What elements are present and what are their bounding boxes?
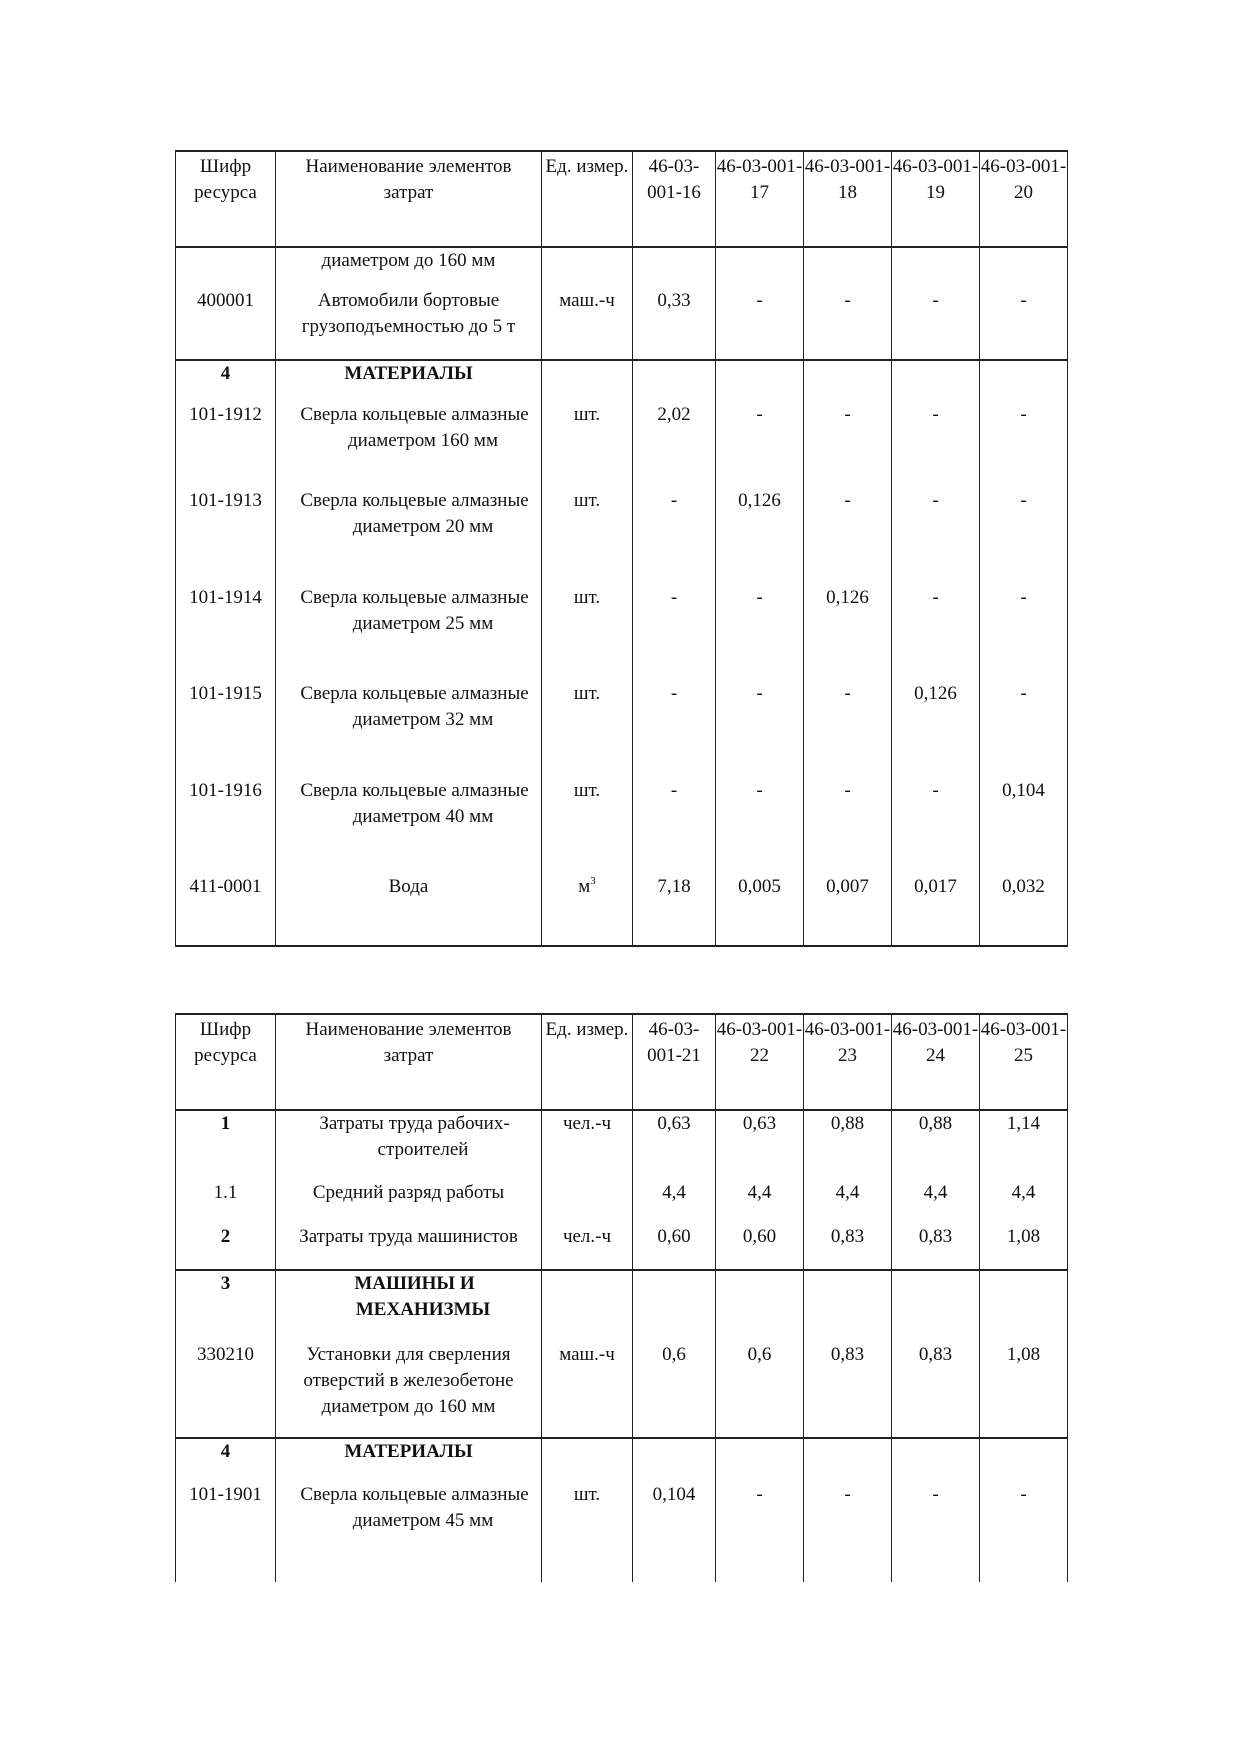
row-name: Вода: [276, 874, 542, 946]
row-code: 400001: [176, 288, 276, 360]
row-code: 101-1901: [176, 1482, 276, 1582]
table-row-continued: [176, 247, 1068, 288]
row-name: Сверла кольцевые алмазные диаметром 45 мм: [276, 1482, 542, 1582]
row-value: -: [716, 681, 804, 778]
row-value: 0,88: [804, 1110, 892, 1180]
row-value: -: [980, 402, 1068, 488]
section-code: 3: [176, 1270, 276, 1342]
row-value: 4,4: [716, 1180, 804, 1224]
header-col-3: 46-03-001-18: [804, 151, 892, 247]
row-value: 0,104: [633, 1482, 716, 1582]
section-title: МАШИНЫ И МЕХАНИЗМЫ: [276, 1270, 542, 1342]
row-name: Установки для сверления отверстий в железобетоне диаметром до 160 мм: [276, 1342, 542, 1438]
row-value: -: [633, 585, 716, 681]
row-value: 0,126: [892, 681, 980, 778]
row-name: Сверла кольцевые алмазные диаметром 25 мм: [276, 585, 542, 681]
row-value: 0,83: [804, 1342, 892, 1438]
header-col-1: 46-03-001-21: [633, 1014, 716, 1110]
table-row: [176, 1110, 1068, 1180]
row-name: Сверла кольцевые алмазные диаметром 20 мм: [276, 488, 542, 585]
row-value: -: [892, 778, 980, 874]
header-col-4: 46-03-001-19: [892, 151, 980, 247]
row-value: 0,60: [633, 1224, 716, 1270]
header-code: Шифр ресурса: [176, 1014, 276, 1110]
row-value: 0,6: [716, 1342, 804, 1438]
row-unit: маш.-ч: [542, 1342, 633, 1438]
row-value: -: [980, 288, 1068, 360]
row-value: 0,126: [716, 488, 804, 585]
header-name: Наименование элементов затрат: [276, 151, 542, 247]
row-name: Автомобили бортовые грузоподъемностью до 5 т: [276, 288, 542, 360]
row-code: 101-1914: [176, 585, 276, 681]
row-value: -: [716, 288, 804, 360]
row-name: Сверла кольцевые алмазные диаметром 40 мм: [276, 778, 542, 874]
unit-text: м: [578, 876, 591, 897]
row-value: 0,83: [892, 1342, 980, 1438]
row-value: 0,88: [892, 1110, 980, 1180]
row-value: 0,63: [633, 1110, 716, 1180]
row-unit: чел.-ч: [542, 1110, 633, 1180]
row-value: 4,4: [804, 1180, 892, 1224]
row-code: 411-0001: [176, 874, 276, 946]
row-value: 0,032: [980, 874, 1068, 946]
header-col-3: 46-03-001-23: [804, 1014, 892, 1110]
row-code: 101-1912: [176, 402, 276, 488]
row-unit: шт.: [542, 1482, 633, 1582]
row-value: 1,08: [980, 1342, 1068, 1438]
row-unit: чел.-ч: [542, 1224, 633, 1270]
row-value: -: [892, 488, 980, 585]
row-value: -: [892, 288, 980, 360]
row-value: -: [804, 1482, 892, 1582]
norms-table-1: [175, 150, 1068, 947]
section-row-materials: [176, 360, 1068, 402]
row-value: 0,007: [804, 874, 892, 946]
row-name: Затраты труда машинистов: [276, 1224, 542, 1270]
row-code: 2: [176, 1224, 276, 1270]
header-unit: Ед. измер.: [542, 1014, 633, 1110]
section-row-materials: [176, 1438, 1068, 1482]
row-value: 0,83: [804, 1224, 892, 1270]
header-col-2: 46-03-001-22: [716, 1014, 804, 1110]
row-value: -: [633, 488, 716, 585]
table-header-row: [176, 1014, 1068, 1110]
row-value: -: [804, 288, 892, 360]
row-code: 101-1913: [176, 488, 276, 585]
row-code: 1.1: [176, 1180, 276, 1224]
table-row: [176, 874, 1068, 946]
section-code: 4: [176, 360, 276, 402]
norms-table-2: [175, 1013, 1068, 1582]
row-unit: [542, 874, 633, 946]
row-value: -: [716, 1482, 804, 1582]
row-value: 0,6: [633, 1342, 716, 1438]
row-value: 0,63: [716, 1110, 804, 1180]
row-value: 0,104: [980, 778, 1068, 874]
row-value: 2,02: [633, 402, 716, 488]
row-value: 0,60: [716, 1224, 804, 1270]
row-value: -: [716, 402, 804, 488]
row-code: 330210: [176, 1342, 276, 1438]
row-value: -: [804, 778, 892, 874]
row-name: Сверла кольцевые алмазные диаметром 160 мм: [276, 402, 542, 488]
table-row: [176, 1342, 1068, 1438]
row-value: -: [980, 681, 1068, 778]
row-value: 1,08: [980, 1224, 1068, 1270]
row-value: -: [980, 488, 1068, 585]
row-value: -: [980, 1482, 1068, 1582]
row-value: -: [892, 402, 980, 488]
header-col-5: 46-03-001-20: [980, 151, 1068, 247]
row-value: -: [980, 585, 1068, 681]
table-header-row: [176, 151, 1068, 247]
row-value: -: [892, 1482, 980, 1582]
table-row: [176, 1224, 1068, 1270]
row-name: Затраты труда рабочих-строителей: [276, 1110, 542, 1180]
section-code: 4: [176, 1438, 276, 1482]
row-value: 0,126: [804, 585, 892, 681]
row-value: -: [892, 585, 980, 681]
row-code: 1: [176, 1110, 276, 1180]
row-unit: шт.: [542, 585, 633, 681]
continued-text: диаметром до 160 мм: [276, 247, 542, 288]
row-value: 7,18: [633, 874, 716, 946]
row-value: 4,4: [980, 1180, 1068, 1224]
table-row: [176, 488, 1068, 585]
row-value: 0,005: [716, 874, 804, 946]
row-value: 0,83: [892, 1224, 980, 1270]
row-value: 0,017: [892, 874, 980, 946]
header-col-2: 46-03-001-17: [716, 151, 804, 247]
row-name: Сверла кольцевые алмазные диаметром 32 мм: [276, 681, 542, 778]
table-row: [176, 1180, 1068, 1224]
row-value: 4,4: [633, 1180, 716, 1224]
table-row: [176, 778, 1068, 874]
unit-superscript: 3: [590, 875, 596, 887]
table-row: [176, 681, 1068, 778]
row-value: -: [633, 778, 716, 874]
section-row-machines: [176, 1270, 1068, 1342]
header-col-5: 46-03-001-25: [980, 1014, 1068, 1110]
header-code: Шифр ресурса: [176, 151, 276, 247]
row-value: 0,33: [633, 288, 716, 360]
row-value: -: [804, 681, 892, 778]
header-col-4: 46-03-001-24: [892, 1014, 980, 1110]
header-unit: Ед. измер.: [542, 151, 633, 247]
row-name: Средний разряд работы: [276, 1180, 542, 1224]
table-row: [176, 402, 1068, 488]
row-unit: [542, 1180, 633, 1224]
table-row: [176, 288, 1068, 360]
row-value: 4,4: [892, 1180, 980, 1224]
row-code: 101-1915: [176, 681, 276, 778]
section-title: МАТЕРИАЛЫ: [276, 1438, 542, 1482]
row-unit: шт.: [542, 402, 633, 488]
header-col-1: 46-03-001-16: [633, 151, 716, 247]
row-unit: маш.-ч: [542, 288, 633, 360]
row-code: 101-1916: [176, 778, 276, 874]
row-unit: шт.: [542, 488, 633, 585]
section-title: МАТЕРИАЛЫ: [276, 360, 542, 402]
row-value: -: [804, 488, 892, 585]
row-value: -: [633, 681, 716, 778]
table-row: [176, 585, 1068, 681]
row-unit: шт.: [542, 681, 633, 778]
row-value: -: [716, 585, 804, 681]
row-unit: шт.: [542, 778, 633, 874]
header-name: Наименование элементов затрат: [276, 1014, 542, 1110]
table-row: [176, 1482, 1068, 1582]
row-value: -: [716, 778, 804, 874]
row-value: 1,14: [980, 1110, 1068, 1180]
row-value: -: [804, 402, 892, 488]
